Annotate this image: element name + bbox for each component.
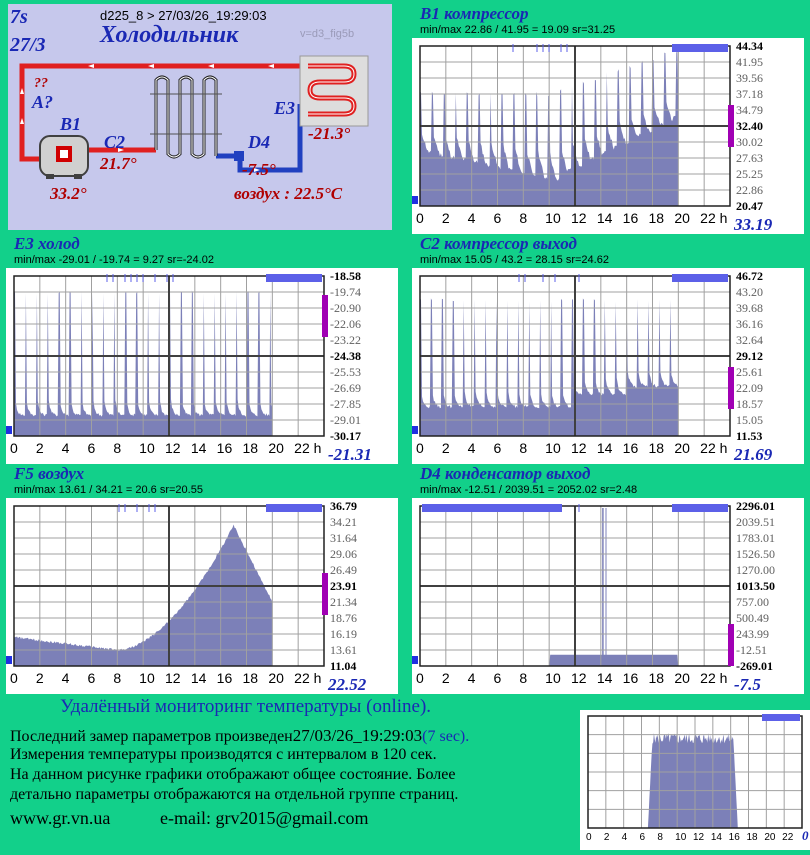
x-tick-label: 8 xyxy=(113,440,122,456)
x-tick-label: 6 xyxy=(493,210,502,226)
x-tick-label: 22 h xyxy=(294,440,322,456)
current-marker-right xyxy=(728,105,734,147)
current-value-d4: -7.5 xyxy=(734,675,761,694)
current-value-e3: -21.31 xyxy=(328,445,372,464)
x-tick-label: 22 h xyxy=(700,670,728,686)
x-tick-label: 12 xyxy=(165,440,181,456)
footer-line-4: детально параметры отображаются на отдельной группе страниц. xyxy=(10,786,459,803)
sensor-d4-value: -7.5° xyxy=(242,160,276,179)
mini-x-tick-label: 10 xyxy=(675,832,687,843)
sensor-e3-label: E3 xyxy=(274,98,296,118)
y-tick-label: 39.56 xyxy=(736,71,763,85)
y-tick-label: 31.64 xyxy=(330,531,357,545)
y-tick-label: 2039.51 xyxy=(736,515,775,529)
y-tick-label: -27.85 xyxy=(330,397,361,411)
x-tick-label: 14 xyxy=(190,670,207,686)
x-tick-label: 0 xyxy=(10,670,18,686)
legend-bar xyxy=(266,504,322,512)
compressor-unit xyxy=(40,136,88,179)
x-tick-label: 4 xyxy=(61,440,70,456)
x-tick-label: 6 xyxy=(87,670,96,686)
current-marker-left xyxy=(6,656,12,664)
y-tick-label: -19.74 xyxy=(330,285,361,299)
legend-bar xyxy=(672,274,728,282)
measure-interval: (7 sec). xyxy=(422,728,470,745)
x-tick-label: 22 h xyxy=(700,440,728,456)
x-tick-label: 14 xyxy=(190,440,207,456)
y-tick-label: 39.68 xyxy=(736,301,763,315)
current-value-b1: 33.19 xyxy=(734,215,773,234)
x-tick-label: 14 xyxy=(596,210,613,226)
legend-bar-wide xyxy=(422,504,562,512)
interval-label: 7s xyxy=(10,6,28,28)
fridge-schematic-panel xyxy=(8,4,392,230)
x-tick-label: 14 xyxy=(596,670,613,686)
y-tick-label: 44.34 xyxy=(736,39,763,53)
chart-panel-f5 xyxy=(6,498,398,694)
current-value-c2: 21.69 xyxy=(734,445,773,464)
air-temperature: воздух : 22.5°C xyxy=(234,184,343,203)
chart-b1 xyxy=(412,38,804,234)
sensor-c2-value: 21.7° xyxy=(100,154,137,173)
x-tick-label: 18 xyxy=(242,670,259,686)
chart-stats-f5: min/max 13.61 / 34.21 = 20.6 sr=20.55 xyxy=(14,484,203,496)
y-tick-label: 23.91 xyxy=(330,579,357,593)
y-tick-label: 26.49 xyxy=(330,563,357,577)
x-tick-label: 4 xyxy=(467,440,476,456)
y-tick-label: 22.09 xyxy=(736,381,763,395)
x-tick-label: 18 xyxy=(242,440,259,456)
x-tick-label: 2 xyxy=(441,670,450,686)
y-tick-label: 34.21 xyxy=(330,515,357,529)
x-tick-label: 18 xyxy=(648,670,665,686)
x-tick-label: 16 xyxy=(622,440,639,456)
x-tick-label: 4 xyxy=(467,670,476,686)
y-tick-label: 2296.01 xyxy=(736,499,775,513)
x-tick-label: 20 xyxy=(268,440,284,456)
email-link[interactable]: e-mail: grv2015@gmail.com xyxy=(160,808,369,828)
x-tick-label: 0 xyxy=(416,440,424,456)
y-tick-label: 36.16 xyxy=(736,317,763,331)
y-tick-label: 22.86 xyxy=(736,183,763,197)
x-tick-label: 10 xyxy=(139,670,155,686)
current-marker-left xyxy=(412,196,418,204)
mini-x-tick-label: 12 xyxy=(693,832,705,843)
x-tick-label: 10 xyxy=(545,670,561,686)
website-link[interactable]: www.gr.vn.ua xyxy=(10,808,111,828)
x-tick-label: 0 xyxy=(416,210,424,226)
footer-line-2: Измерения температуры производятся с интервалом в 120 сек. xyxy=(10,746,437,763)
mini-x-tick-label: 20 xyxy=(764,832,776,843)
x-tick-label: 18 xyxy=(648,440,665,456)
unknown-mark: ?? xyxy=(34,76,48,91)
chart-e3 xyxy=(6,268,398,464)
footer-line-1 xyxy=(10,726,469,746)
y-tick-label: 37.18 xyxy=(736,87,763,101)
y-tick-label: 1526.50 xyxy=(736,547,775,561)
y-tick-label: 27.63 xyxy=(736,151,763,165)
x-tick-label: 8 xyxy=(519,440,528,456)
legend-bar xyxy=(266,274,322,282)
y-tick-label: 34.79 xyxy=(736,103,763,117)
y-tick-label: -18.58 xyxy=(330,269,361,283)
mini-series-area xyxy=(648,733,738,828)
mini-x-tick-label: 6 xyxy=(639,832,646,843)
x-tick-label: 4 xyxy=(467,210,476,226)
chart-title-b1: B1 компрессор xyxy=(420,4,529,23)
x-tick-label: 10 xyxy=(545,440,561,456)
y-tick-label: 16.19 xyxy=(330,627,357,641)
y-tick-label: -22.06 xyxy=(330,317,361,331)
y-tick-label: 500.49 xyxy=(736,611,769,625)
current-marker-right xyxy=(728,624,734,666)
device-header: d225_8 > 27/03/26_19:29:03 xyxy=(100,8,267,23)
y-tick-label: 18.76 xyxy=(330,611,357,625)
chart-d4 xyxy=(412,498,804,694)
y-tick-label: -29.01 xyxy=(330,413,361,427)
sensor-d4-label: D4 xyxy=(248,132,270,152)
x-tick-label: 14 xyxy=(596,440,613,456)
x-tick-label: 10 xyxy=(545,210,561,226)
y-tick-label: 46.72 xyxy=(736,269,763,283)
y-tick-label: -269.01 xyxy=(736,659,773,673)
chart-stats-e3: min/max -29.01 / -19.74 = 9.27 sr=-24.02 xyxy=(14,254,214,266)
mini-legend-bar xyxy=(762,714,800,721)
chart-title-e3: E3 холод xyxy=(14,234,80,253)
y-tick-label: 32.40 xyxy=(736,119,763,133)
y-tick-label: 15.05 xyxy=(736,413,763,427)
current-marker-left xyxy=(412,426,418,434)
sensor-c2-label: C2 xyxy=(104,132,126,152)
x-tick-label: 8 xyxy=(519,670,528,686)
y-tick-label: 21.34 xyxy=(330,595,357,609)
mini-chart-current: 0 xyxy=(802,828,809,843)
x-tick-label: 4 xyxy=(61,670,70,686)
x-tick-label: 6 xyxy=(87,440,96,456)
x-tick-label: 10 xyxy=(139,440,155,456)
x-tick-label: 20 xyxy=(674,210,690,226)
y-tick-label: 43.20 xyxy=(736,285,763,299)
y-tick-label: 11.53 xyxy=(736,429,763,443)
chart-panel-b1 xyxy=(412,38,804,234)
y-tick-label: 757.00 xyxy=(736,595,769,609)
x-tick-label: 12 xyxy=(165,670,181,686)
chart-f5 xyxy=(6,498,398,694)
mini-x-tick-label: 14 xyxy=(710,832,722,843)
last-measure-time: 27/03/26_19:29:03 xyxy=(292,726,423,745)
x-tick-label: 8 xyxy=(519,210,528,226)
x-tick-label: 22 h xyxy=(294,670,322,686)
y-tick-label: 18.57 xyxy=(736,397,763,411)
mini-x-tick-label: 18 xyxy=(746,832,758,843)
sensor-b1-label: B1 xyxy=(60,114,82,134)
mini-x-tick-label: 2 xyxy=(603,832,610,843)
sensor-e3-value: -21.3° xyxy=(308,124,351,143)
x-tick-label: 16 xyxy=(622,210,639,226)
y-tick-label: -25.53 xyxy=(330,365,361,379)
y-tick-label: 13.61 xyxy=(330,643,357,657)
chart-panel-d4 xyxy=(412,498,804,694)
x-tick-label: 12 xyxy=(571,670,587,686)
y-tick-label: 11.04 xyxy=(330,659,357,673)
x-tick-label: 20 xyxy=(674,670,690,686)
x-tick-label: 6 xyxy=(493,440,502,456)
evaporator-unit xyxy=(300,56,368,126)
mini-x-tick-label: 4 xyxy=(621,832,628,843)
y-tick-label: 36.79 xyxy=(330,499,357,513)
mini-x-tick-label: 0 xyxy=(586,832,592,843)
x-tick-label: 8 xyxy=(113,670,122,686)
sensor-a-label: A? xyxy=(32,92,54,112)
y-tick-label: 1783.01 xyxy=(736,531,775,545)
date-short-label: 27/3 xyxy=(10,34,46,56)
mini-x-tick-label: 16 xyxy=(728,832,740,843)
chart-panel-e3 xyxy=(6,268,398,464)
y-tick-label: 1013.50 xyxy=(736,579,775,593)
chart-title-c2: C2 компрессор выход xyxy=(420,234,577,253)
x-tick-label: 12 xyxy=(571,440,587,456)
x-tick-label: 16 xyxy=(216,670,233,686)
x-tick-label: 2 xyxy=(441,440,450,456)
current-value-f5: 22.52 xyxy=(328,675,367,694)
sensor-b1-value: 33.2° xyxy=(50,184,87,203)
chart-panel-c2 xyxy=(412,268,804,464)
x-tick-label: 20 xyxy=(674,440,690,456)
y-tick-label: -12.51 xyxy=(736,643,767,657)
x-tick-label: 20 xyxy=(268,670,284,686)
x-tick-label: 2 xyxy=(35,670,44,686)
legend-bar xyxy=(672,44,728,52)
y-tick-label: 29.06 xyxy=(330,547,357,561)
footer-headline: Удалённый мониторинг температуры (online). xyxy=(60,696,432,717)
chart-stats-b1: min/max 22.86 / 41.95 = 19.09 sr=31.25 xyxy=(420,24,616,36)
footer-line-1-prefix: Последний замер параметров произведен xyxy=(10,728,293,745)
footer-line-3: На данном рисунке графики отображают общее состояние. Более xyxy=(10,766,456,783)
y-tick-label: 20.47 xyxy=(736,199,763,213)
x-tick-label: 18 xyxy=(648,210,665,226)
x-tick-label: 16 xyxy=(622,670,639,686)
chart-stats-d4: min/max -12.51 / 2039.51 = 2052.02 sr=2.48 xyxy=(420,484,638,496)
x-tick-label: 0 xyxy=(10,440,18,456)
schematic-title: Холодильник xyxy=(100,22,239,48)
y-tick-label: -24.38 xyxy=(330,349,361,363)
x-tick-label: 16 xyxy=(216,440,233,456)
y-tick-label: 29.12 xyxy=(736,349,763,363)
chart-stats-c2: min/max 15.05 / 43.2 = 28.15 sr=24.62 xyxy=(420,254,609,266)
current-marker-left xyxy=(6,426,12,434)
y-tick-label: 32.64 xyxy=(736,333,763,347)
current-marker-right xyxy=(322,573,328,615)
legend-bar xyxy=(672,504,728,512)
x-tick-label: 6 xyxy=(493,670,502,686)
x-tick-label: 2 xyxy=(35,440,44,456)
current-marker-right xyxy=(728,367,734,409)
condenser-coil xyxy=(150,77,222,157)
y-tick-label: 243.99 xyxy=(736,627,769,641)
mini-x-tick-label: 8 xyxy=(657,832,663,843)
x-tick-label: 0 xyxy=(416,670,424,686)
chart-title-f5: F5 воздух xyxy=(14,464,85,483)
y-tick-label: 25.61 xyxy=(736,365,763,379)
y-tick-label: -23.22 xyxy=(330,333,361,347)
y-tick-label: 41.95 xyxy=(736,55,763,69)
x-tick-label: 2 xyxy=(441,210,450,226)
x-tick-label: 12 xyxy=(571,210,587,226)
mini-chart-panel xyxy=(580,710,810,850)
current-marker-right xyxy=(322,295,328,337)
x-tick-label: 22 h xyxy=(700,210,728,226)
current-marker-left xyxy=(412,656,418,664)
chart-c2 xyxy=(412,268,804,464)
y-tick-label: -30.17 xyxy=(330,429,361,443)
mini-chart xyxy=(580,710,810,850)
version-label: v=d3_fig5b xyxy=(300,28,355,40)
mini-x-tick-label: 22 xyxy=(782,832,794,843)
y-tick-label: -20.90 xyxy=(330,301,361,315)
y-tick-label: 30.02 xyxy=(736,135,763,149)
y-tick-label: 1270.00 xyxy=(736,563,775,577)
chart-title-d4: D4 конденсатор выход xyxy=(420,464,591,483)
y-tick-label: 25.25 xyxy=(736,167,763,181)
y-tick-label: -26.69 xyxy=(330,381,361,395)
